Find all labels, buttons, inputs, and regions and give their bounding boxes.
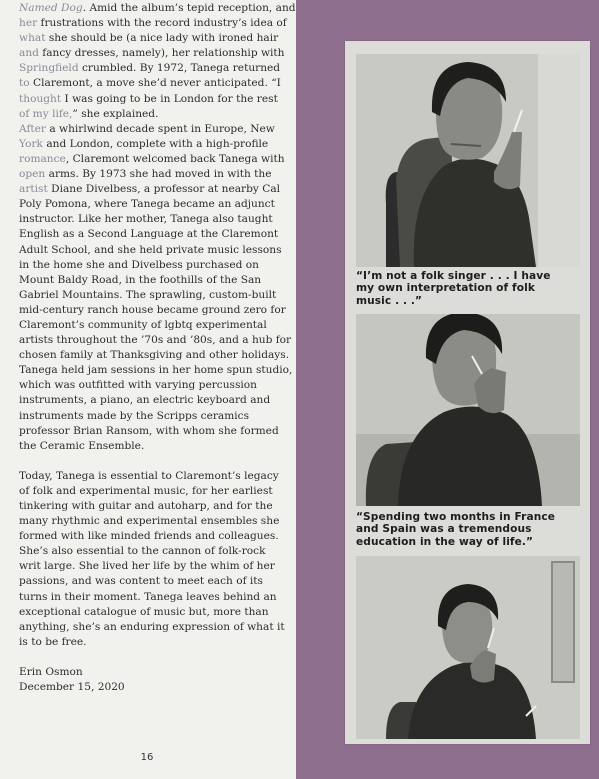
text-line	[19, 243, 293, 258]
text-run: artists throughout the ’70s and ’80s, and a hub for	[19, 334, 292, 347]
text-line	[19, 137, 293, 152]
text-run: writ large. She lived her life by the whim of her	[19, 560, 275, 573]
caption-france-spain	[356, 511, 580, 548]
caption-line: and Spain was a tremendous	[356, 523, 532, 536]
text-run: anything, she’s an enduring expression of what it	[19, 620, 285, 633]
caption-line: “Spending two months in France	[356, 511, 556, 523]
text-line	[19, 122, 293, 137]
text-run: Poly Pomona, where Tanega became an adjunct	[19, 198, 275, 211]
text-line	[19, 529, 293, 544]
text-line	[19, 167, 293, 182]
text-run: a whirlwind decade spent in Europe, New	[49, 122, 275, 135]
caption-line: my own interpretation of folk	[356, 282, 536, 295]
text-run: After	[19, 122, 50, 135]
text-run: arms. By 1973 she had moved in with the	[48, 168, 272, 181]
text-run: . Amid the album’s tepid reception, and	[82, 2, 296, 14]
text-line	[19, 574, 293, 589]
text-run: of my life,	[19, 107, 73, 120]
newspaper-clipping	[345, 41, 590, 744]
text-run: Mount Baldy Road, in the foothills of the San	[19, 273, 262, 286]
text-run: passions, and was content to meet each of its	[19, 575, 263, 588]
text-run: she should be (a nice lady with ironed hair	[48, 32, 279, 45]
text-run: artist	[19, 183, 52, 196]
text-line	[19, 212, 293, 227]
text-run: York	[19, 137, 47, 150]
text-line	[19, 499, 293, 514]
author-name: Erin Osmon	[19, 665, 83, 678]
text-run: Diane Divelbess, a professor at nearby Cal	[51, 183, 281, 196]
signature-date: December 15, 2020	[19, 681, 125, 694]
text-run: , Claremont welcomed back Tanega with	[65, 152, 285, 165]
text-run: in the home she and Divelbess purchased on	[19, 258, 259, 271]
text-run: which was outfitted with varying percussion	[19, 379, 257, 392]
text-run: is to be free.	[19, 635, 87, 648]
paragraph-continued	[19, 1, 296, 122]
text-line	[19, 16, 293, 31]
text-run: Springfield	[19, 62, 82, 75]
text-run: crumbled. By 1972, Tanega returned	[81, 62, 281, 75]
text-line	[19, 227, 293, 242]
text-run: Claremont’s community of lgbtq experimental	[19, 318, 267, 331]
text-line	[19, 152, 293, 167]
text-line	[19, 318, 293, 333]
text-line	[19, 514, 293, 529]
text-run: professor Brian Ransom, with whom she formed	[19, 424, 279, 437]
caption-line: music . . .”	[356, 294, 423, 307]
text-run: instructor. Like her mother, Tanega also taught	[19, 213, 273, 226]
photo-woman-smoking-1	[356, 54, 580, 267]
text-line	[19, 469, 293, 484]
text-line	[19, 590, 293, 605]
text-line	[19, 393, 293, 408]
text-line	[19, 348, 293, 363]
caption-line: “I’m not a folk singer . . . I have	[356, 270, 551, 282]
text-run: Adult School, and she held private music lessons	[19, 243, 282, 256]
signature-block	[19, 665, 293, 695]
text-line	[19, 76, 293, 91]
text-line	[19, 620, 293, 635]
text-line	[19, 363, 293, 378]
text-line	[19, 31, 293, 46]
text-run: instruments made by the Scripps ceramics	[19, 409, 250, 422]
text-line	[19, 92, 293, 107]
text-run: the Ceramic Ensemble.	[19, 439, 145, 452]
text-line	[19, 635, 293, 650]
text-run: of folk and experimental music, for her earliest	[19, 484, 273, 497]
text-run: Named Dog	[19, 2, 83, 14]
text-run: mid-century ranch house became ground zero for	[19, 303, 286, 316]
text-line	[19, 424, 293, 439]
text-run: turns in their moment. Tanega leaves behind an	[19, 590, 277, 603]
text-line	[19, 46, 293, 61]
text-line	[19, 378, 293, 393]
text-line	[19, 333, 293, 348]
photo-woman-smoking-2	[356, 314, 580, 506]
text-run: and	[19, 47, 43, 60]
caption-folk-singer	[356, 270, 580, 307]
text-line	[19, 288, 293, 303]
text-run: what	[19, 32, 49, 45]
text-line	[19, 1, 296, 16]
text-run: ” she explained.	[72, 107, 159, 120]
photo-woman-smoking-3	[356, 556, 580, 739]
text-line	[19, 273, 293, 288]
paragraph-after-return	[19, 122, 293, 454]
text-line	[19, 303, 293, 318]
text-run: instruments, a piano, an electric keyboard and	[19, 394, 271, 407]
text-run: chosen family at Thanksgiving and other holidays.	[19, 349, 290, 362]
text-run: English as a Second Language at the Claremont	[19, 228, 279, 241]
text-line	[19, 409, 293, 424]
text-run: to	[19, 77, 34, 90]
text-run: Today, Tanega is essential to Claremont’s legacy	[19, 469, 279, 482]
page-number: 16	[140, 752, 154, 763]
text-line	[19, 544, 293, 559]
text-run: Claremont, a move she’d never anticipated. “I	[33, 77, 281, 90]
text-run: formed with like minded friends and colleagues.	[19, 530, 279, 543]
text-run: thought	[19, 92, 65, 105]
caption-line: education in the way of life.”	[356, 535, 534, 548]
text-line	[19, 61, 293, 76]
text-line	[19, 605, 293, 620]
text-run: exceptional catalogue of music but, more than	[19, 605, 269, 618]
text-line	[19, 484, 293, 499]
text-run: her	[19, 17, 41, 30]
text-run: and London, complete with a high-profile	[46, 137, 269, 150]
text-line	[19, 107, 293, 122]
text-run: open	[19, 168, 49, 181]
text-run: I was going to be in London for the rest	[64, 92, 278, 105]
text-run: romance	[19, 152, 66, 165]
text-run: fancy dresses, namely), her relationship with	[42, 47, 285, 60]
text-line	[19, 182, 293, 197]
text-line	[19, 197, 293, 212]
text-run: Tanega held jam sessions in her home spun studio,	[19, 364, 293, 377]
text-line	[19, 439, 293, 454]
paragraph-legacy	[19, 469, 293, 650]
text-run: frustrations with the record industry’s idea of	[40, 17, 287, 30]
text-run: many rhythmic and experimental ensembles she	[19, 515, 280, 528]
text-line	[19, 258, 293, 273]
article-text-column	[19, 1, 296, 695]
text-run: tinkering with guitar and autoharp, and for the	[19, 500, 273, 512]
text-line	[19, 559, 293, 574]
text-run: She’s also essential to the cannon of folk-rock	[19, 545, 266, 558]
text-run: Gabriel Mountains. The sprawling, custom-built	[19, 288, 277, 301]
